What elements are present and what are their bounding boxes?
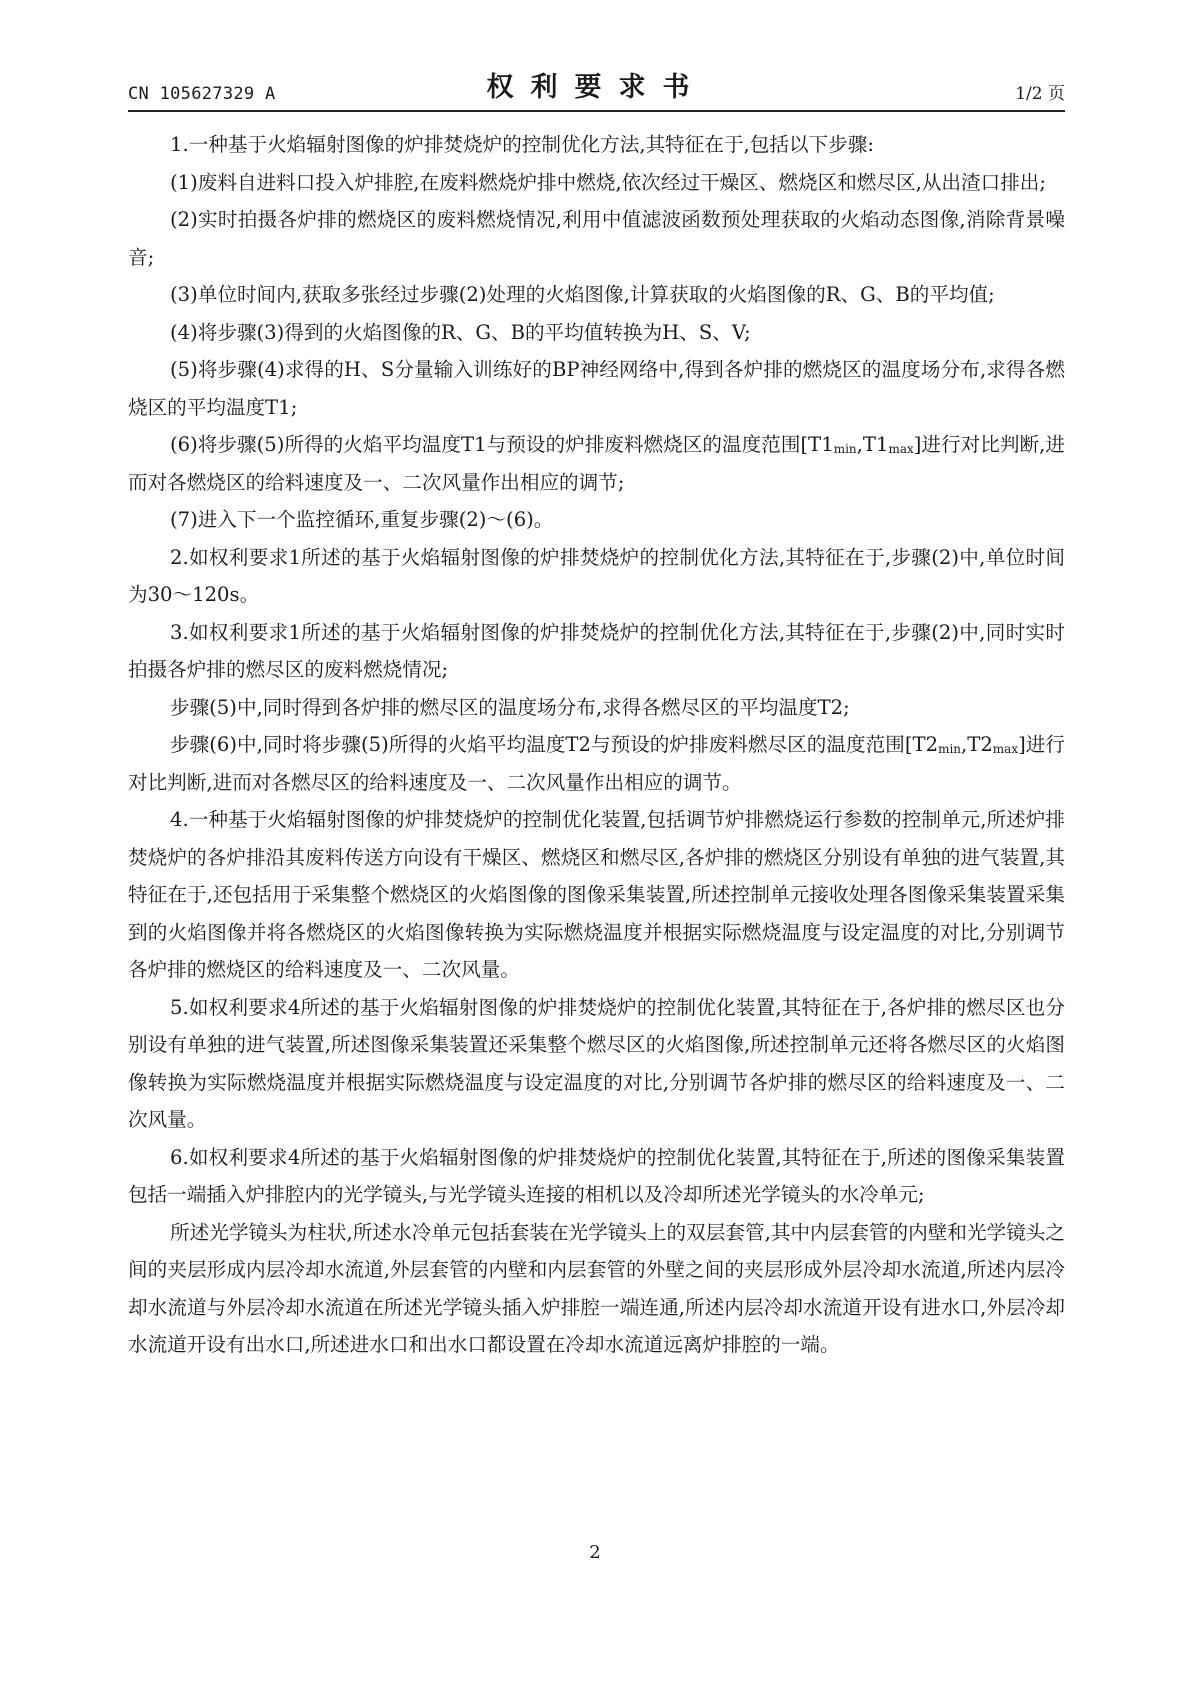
paragraph-text: (3)单位时间内,获取多张经过步骤(2)处理的火焰图像,计算获取的火焰图像的R、G、B的平均值; (170, 283, 995, 306)
claim-paragraph (128, 689, 1065, 727)
page-indicator: 1/2 页 (1015, 84, 1065, 104)
paragraph-text: 6.如权利要求4所述的基于火焰辐射图像的炉排焚烧炉的控制优化装置,其特征在于,所述的图像采集装置包括一端插入炉排腔内的光学镜头,与光学镜头连接的相机以及冷却所述光学镜头的水冷单元; (128, 1145, 1065, 1206)
paragraph-text: 步骤(5)中,同时得到各炉排的燃尽区的温度场分布,求得各燃尽区的平均温度T2; (170, 695, 850, 719)
subscript-text: min (833, 442, 857, 456)
paragraph-text: (7)进入下一个监控循环,重复步骤(2)～(6)。 (170, 508, 554, 531)
claim-paragraph (128, 614, 1065, 689)
paragraph-text: 步骤(6)中,同时将步骤(5)所得的火焰平均温度T2与预设的炉排废料燃尽区的温度范围[T2 (170, 733, 939, 756)
claim-paragraph (128, 539, 1065, 614)
publication-number: CN 105627329 A (128, 84, 276, 104)
paragraph-text: ]进行对比判断,进而对各燃烧区的给料速度及一、二次风量作出相应的调节; (128, 433, 1066, 494)
claim-paragraph (128, 1139, 1065, 1214)
document-title: 权利要求书 (486, 72, 707, 103)
page-number: 2 (589, 1542, 601, 1563)
paragraph-text: (6)将步骤(5)所得的火焰平均温度T1与预设的炉排废料燃烧区的温度范围[T1 (170, 433, 834, 456)
claim-paragraph (128, 501, 1065, 539)
paragraph-text: ,T1 (856, 433, 889, 456)
claim-paragraph (128, 164, 1065, 202)
claim-paragraph (128, 276, 1065, 314)
paragraph-text: 4.一种基于火焰辐射图像的炉排焚烧炉的控制优化装置,包括调节炉排燃烧运行参数的控制单元,所述炉排焚烧炉的各炉排沿其废料传送方向设有干燥区、燃烧区和燃尽区,各炉排的燃烧区分别设有单独的进气装置,其特征在于,还包括用于采集整个燃烧区的火焰图像的图像采集装置,所述控制单元接收处理各图像采集装置采集到的火焰图像并将各燃烧区的火焰图像转换为实际燃烧温度并根据实际燃烧温度与设定温度的对比,分别调节各炉排的燃烧区的给料速度及一、二次风量。 (128, 808, 1065, 981)
subscript-text: max (888, 442, 914, 456)
claim-paragraph (128, 126, 1065, 164)
paragraph-text: 所述光学镜头为柱状,所述水冷单元包括套装在光学镜头上的双层套管,其中内层套管的内壁和光学镜头之间的夹层形成内层冷却水流道,外层套管的内壁和内层套管的外壁之间的夹层形成外层冷却水流道,所述内层冷却水流道与外层冷却水流道在所述光学镜头插入炉排腔一端连通,所述内层冷却水流道开设有进水口,外层冷却水流道开设有出水口,所述进水口和出水口都设置在冷却水流道远离炉排腔的一端。 (128, 1220, 1065, 1356)
subscript-text: min (938, 742, 962, 756)
claim-paragraph (128, 1214, 1065, 1364)
claim-paragraph (128, 989, 1065, 1139)
claim-paragraph (128, 726, 1065, 801)
paragraph-text: (1)废料自进料口投入炉排腔,在废料燃烧炉排中燃烧,依次经过干燥区、燃烧区和燃尽区,从出渣口排出; (170, 170, 1046, 194)
claim-paragraph (128, 801, 1065, 989)
claim-paragraph (128, 314, 1065, 352)
claims-body (128, 126, 1065, 1364)
claim-paragraph (128, 201, 1065, 276)
claim-paragraph (128, 351, 1065, 426)
paragraph-text: 3.如权利要求1所述的基于火焰辐射图像的炉排焚烧炉的控制优化方法,其特征在于,步骤(2)中,同时实时拍摄各炉排的燃尽区的废料燃烧情况; (128, 620, 1065, 681)
paragraph-text: (2)实时拍摄各炉排的燃烧区的废料燃烧情况,利用中值滤波函数预处理获取的火焰动态图像,消除背景噪音; (128, 208, 1065, 269)
paragraph-text: ,T2 (961, 733, 993, 756)
claim-paragraph (128, 426, 1065, 501)
page-header (128, 64, 1065, 112)
subscript-text: max (992, 742, 1019, 756)
paragraph-text: 5.如权利要求4所述的基于火焰辐射图像的炉排焚烧炉的控制优化装置,其特征在于,各炉排的燃尽区也分别设有单独的进气装置,所述图像采集装置还采集整个燃尽区的火焰图像,所述控制单元还将各燃尽区的火焰图像转换为实际燃烧温度并根据实际燃烧温度与设定温度的对比,分别调节各炉排的燃尽区的给料速度及一、二次风量。 (128, 995, 1065, 1131)
paragraph-text: 2.如权利要求1所述的基于火焰辐射图像的炉排焚烧炉的控制优化方法,其特征在于,步骤(2)中,单位时间为30～120s。 (128, 545, 1065, 606)
paragraph-text: 1.一种基于火焰辐射图像的炉排焚烧炉的控制优化方法,其特征在于,包括以下步骤: (170, 133, 874, 156)
paragraph-text: (4)将步骤(3)得到的火焰图像的R、G、B的平均值转换为H、S、V; (170, 320, 751, 344)
paragraph-text: (5)将步骤(4)求得的H、S分量输入训练好的BP神经网络中,得到各炉排的燃烧区的温度场分布,求得各燃烧区的平均温度T1; (128, 358, 1065, 419)
paragraph-text: ]进行对比判断,进而对各燃尽区的给料速度及一、二次风量作出相应的调节。 (128, 733, 1065, 794)
